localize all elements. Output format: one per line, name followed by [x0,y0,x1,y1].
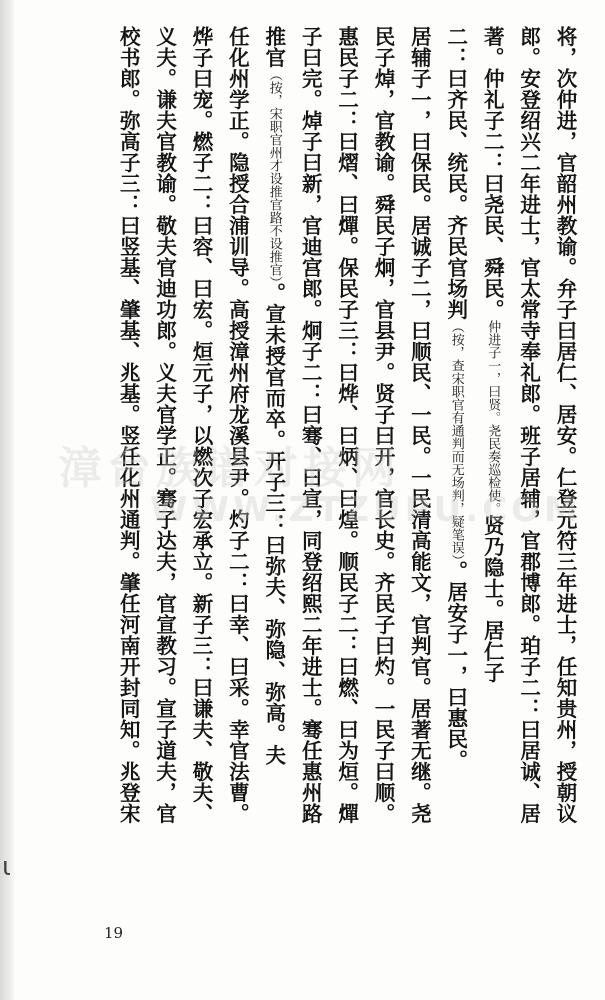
text-run: 贤乃隐士。居仁子 [480,515,505,683]
text-run: 郎。安登绍兴二年进士，官太常寺奉礼郎。班子居辅，官郡博郎。珀子二：曰居诚、居 [516,26,541,824]
text-run: 居辅子一，曰保民。居诚子二，曰顺民、一民。一民清高能文，官判官。居著无继。尧 [407,26,432,824]
text-run: 校书郎。弥高子三：曰竖基、肇基、兆基。竖任化州通判。肇任河南开封同知。兆登宋 [116,26,141,824]
text-column [184,26,218,908]
text-column [257,26,291,908]
text-column [220,26,254,908]
watermark-text: 漳台族谱对接网 [58,443,401,494]
text-column [512,26,546,908]
text-column [402,26,436,908]
text-run: 民子焯，官教谕。舜民子炯，官县尹。贤子曰开，官长史。齐民子曰灼。一民子曰顺。 [371,26,395,824]
text-run: 。居安子一，曰惠民。 [443,560,468,771]
text-column [439,26,473,908]
margin-mark: ɩ [2,852,11,882]
text-column [548,26,582,908]
annotation-note: （按，查宋职官有通判而无场判，疑笔误） [448,320,464,561]
text-run: 。宣未授官而卒。开子三：曰弥夫、弥隐、弥高。夫 [261,282,286,766]
text-column [293,26,327,908]
text-run: 将，次仲进，官韶州教谕。弁子曰居仁、居安。仁登元符三年进士，任知贵州，授朝议 [553,26,577,824]
text-run: 二：曰齐民、统民。齐民官场判 [443,26,468,320]
watermark-url: WWW.ZTZUPU.COM [150,490,582,530]
text-run: 惠民子二：曰熠、曰燀。保民子三：曰烨、曰炳、曰煌。顺民子二：曰燃、曰为烜。燀 [334,26,359,824]
text-run: 任化州学正。隐授合浦训导。高授漳州府龙溪县尹。灼子二：曰幸、曰采。幸官法曹。 [225,26,250,824]
text-run: 烨子曰宠。燃子二：曰容、曰宏。烜元子，以燃次子宏承立。新子三：曰谦夫、敬夫、 [189,26,213,824]
text-run: 子曰完。焯子曰新，官迪宫郎。炯子二：曰骞、曰宣，同登绍熙二年进士。骞任惠州路 [298,26,323,824]
annotation-note: 仲进子一，曰贤。尧民奏巡检使。 [485,320,501,515]
page-spine-shadow [0,0,14,1000]
text-run: 著。仲礼子二：曰尧民、舜民。 [480,26,505,320]
text-column [330,26,364,908]
text-run: 推官 [261,26,286,68]
annotation-note: （按，宋职官州才设推官路不设推官） [266,68,282,283]
text-run: 义夫。谦夫官教谕。敬夫官迪功郎。义夫官学正。骞子达夫，官宣教习。宣子道夫，官 [152,26,177,824]
page-number: 19 [104,924,124,942]
text-column [475,26,509,908]
text-column [366,26,400,908]
text-column [111,26,145,908]
text-column [148,26,182,908]
